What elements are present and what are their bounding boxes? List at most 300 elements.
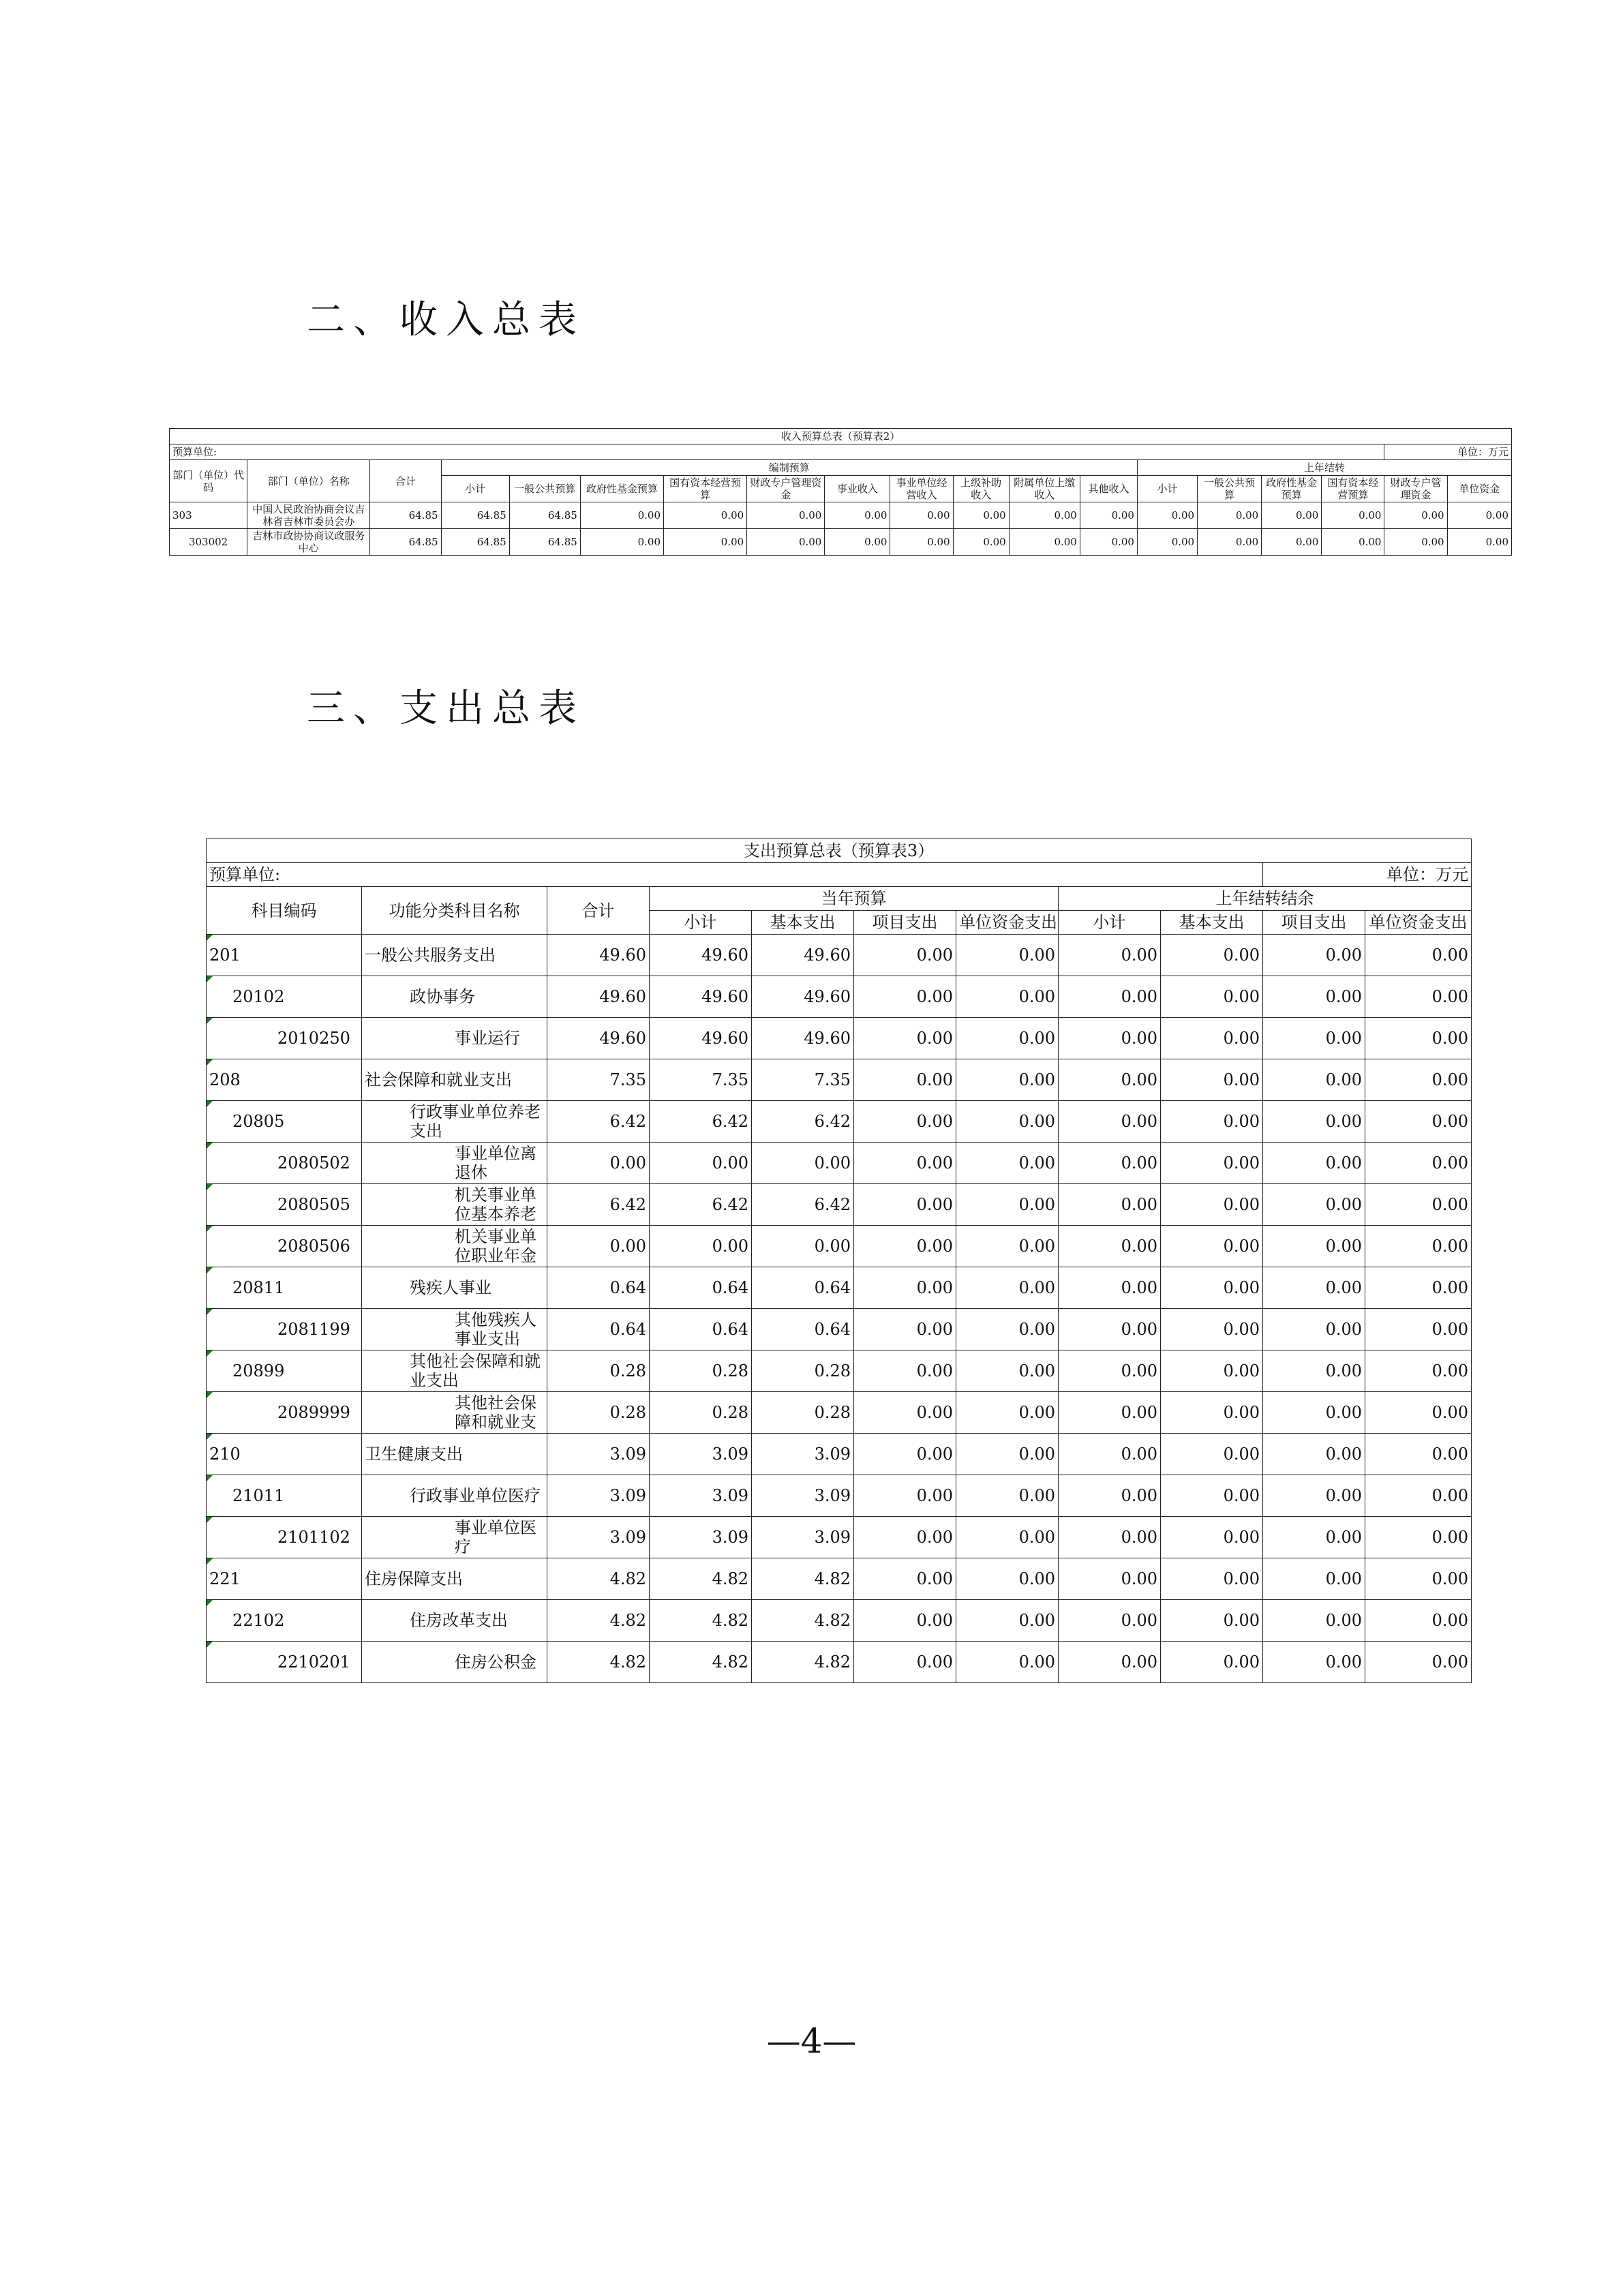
value-cell: 3.09 (650, 1475, 752, 1517)
subject-name-cell: 政协事务 (362, 976, 547, 1018)
table-row (207, 1018, 1472, 1059)
dept-name-cell: 吉林市政协协商议政服务中心 (247, 529, 370, 556)
table-row (207, 1350, 1472, 1392)
value-cell: 0.00 (1263, 1517, 1365, 1558)
value-cell: 7.35 (547, 1059, 650, 1101)
value-cell: 0.00 (956, 1434, 1059, 1475)
value-cell: 6.42 (650, 1101, 752, 1143)
value-cell: 49.60 (547, 976, 650, 1018)
value-cell: 3.09 (752, 1517, 854, 1558)
value-cell: 0.00 (854, 1642, 956, 1683)
expenditure-currency-unit: 单位：万元 (1263, 863, 1472, 887)
value-cell: 0.00 (854, 1101, 956, 1143)
table-row (207, 1059, 1472, 1101)
subject-code-cell: 2010250 (207, 1018, 362, 1059)
col-current-2: 政府性基金预算 (580, 476, 663, 502)
group-prior-balance: 上年结转结余 (1059, 887, 1472, 911)
col-prior-1: 一般公共预算 (1198, 476, 1262, 502)
value-cell: 0.00 (650, 1143, 752, 1184)
value-cell: 0.00 (956, 1642, 1059, 1683)
value-cell: 0.00 (1059, 1101, 1161, 1143)
dept-code-cell: 303002 (170, 529, 247, 556)
value-cell: 0.00 (1080, 529, 1137, 556)
value-cell: 0.00 (1161, 1350, 1263, 1392)
value-cell: 3.09 (752, 1475, 854, 1517)
value-cell: 0.00 (580, 529, 663, 556)
value-cell: 0.00 (1198, 502, 1262, 529)
table-row (207, 1143, 1472, 1184)
col-prior-3: 国有资本经营预算 (1322, 476, 1384, 502)
value-cell: 0.00 (953, 529, 1009, 556)
value-cell: 0.00 (1161, 1184, 1263, 1226)
subject-code-cell: 208 (207, 1059, 362, 1101)
col-current-0: 小计 (441, 476, 509, 502)
table-row (207, 1392, 1472, 1434)
subject-code-cell: 21011 (207, 1475, 362, 1517)
value-cell: 0.00 (854, 1184, 956, 1226)
income-currency-unit: 单位：万元 (1384, 444, 1512, 460)
value-cell: 0.00 (1161, 1018, 1263, 1059)
value-cell: 0.00 (1263, 1434, 1365, 1475)
value-cell: 0.00 (956, 1101, 1059, 1143)
value-cell: 0.00 (854, 1309, 956, 1350)
value-cell: 0.00 (1161, 1600, 1263, 1642)
col-total: 合计 (547, 887, 650, 935)
table-row (207, 1267, 1472, 1309)
value-cell: 0.00 (1161, 1642, 1263, 1683)
table-row (170, 529, 1512, 556)
subject-name-cell: 其他社会保障和就业支 (362, 1392, 547, 1434)
value-cell: 0.00 (1059, 1309, 1161, 1350)
subject-code-cell: 221 (207, 1558, 362, 1600)
subject-name-cell: 行政事业单位医疗 (362, 1475, 547, 1517)
value-cell: 0.64 (547, 1267, 650, 1309)
value-cell: 49.60 (547, 935, 650, 976)
total-cell: 64.85 (370, 502, 441, 529)
value-cell: 0.00 (956, 1475, 1059, 1517)
value-cell: 0.00 (1059, 1642, 1161, 1683)
value-cell: 0.00 (1161, 1434, 1263, 1475)
col-subject-name: 功能分类科目名称 (362, 887, 547, 935)
value-cell: 0.00 (1137, 502, 1197, 529)
value-cell: 64.85 (441, 529, 509, 556)
value-cell: 0.00 (1263, 1184, 1365, 1226)
value-cell: 0.00 (1262, 502, 1322, 529)
subject-name-cell: 机关事业单位职业年金 (362, 1226, 547, 1267)
group-prior-carryover: 上年结转 (1137, 460, 1511, 476)
value-cell: 0.00 (1365, 1642, 1472, 1683)
value-cell: 0.00 (1365, 1309, 1472, 1350)
value-cell: 0.00 (664, 529, 747, 556)
value-cell: 0.00 (1263, 1018, 1365, 1059)
col-current-8: 附属单位上缴收入 (1009, 476, 1080, 502)
col-current-3: 国有资本经营预算 (664, 476, 747, 502)
value-cell: 0.00 (1365, 976, 1472, 1018)
table-row (207, 1475, 1472, 1517)
value-cell: 0.00 (956, 1392, 1059, 1434)
value-cell: 0.00 (1059, 1392, 1161, 1434)
income-budget-table (169, 428, 1512, 556)
value-cell: 0.00 (1263, 1558, 1365, 1600)
value-cell: 0.00 (956, 1600, 1059, 1642)
col-current-3: 单位资金支出 (956, 911, 1059, 935)
value-cell: 0.00 (854, 1267, 956, 1309)
subject-code-cell: 20102 (207, 976, 362, 1018)
value-cell: 0.00 (956, 1143, 1059, 1184)
income-table-title: 收入预算总表（预算表2） (170, 429, 1512, 444)
value-cell: 6.42 (752, 1101, 854, 1143)
value-cell: 0.00 (956, 1059, 1059, 1101)
subject-name-cell: 机关事业单位基本养老 (362, 1184, 547, 1226)
col-prior-2: 项目支出 (1263, 911, 1365, 935)
value-cell: 0.00 (580, 502, 663, 529)
value-cell: 0.00 (752, 1143, 854, 1184)
value-cell: 0.64 (650, 1309, 752, 1350)
expenditure-section-heading: 三、支出总表 (307, 686, 585, 731)
col-prior-1: 基本支出 (1161, 911, 1263, 935)
value-cell: 0.00 (1161, 1475, 1263, 1517)
value-cell: 49.60 (650, 1018, 752, 1059)
value-cell: 0.00 (1365, 1101, 1472, 1143)
value-cell: 0.00 (1059, 1059, 1161, 1101)
col-current-9: 其他收入 (1080, 476, 1137, 502)
subject-name-cell: 行政事业单位养老支出 (362, 1101, 547, 1143)
value-cell: 0.00 (1365, 1059, 1472, 1101)
subject-code-cell: 2080506 (207, 1226, 362, 1267)
value-cell: 0.00 (1365, 1143, 1472, 1184)
value-cell: 0.00 (956, 1309, 1059, 1350)
value-cell: 49.60 (752, 976, 854, 1018)
table-row (207, 1434, 1472, 1475)
value-cell: 0.00 (854, 1392, 956, 1434)
value-cell: 0.00 (1161, 1059, 1263, 1101)
value-cell: 0.00 (1263, 1600, 1365, 1642)
subject-code-cell: 2080502 (207, 1143, 362, 1184)
value-cell: 3.09 (547, 1517, 650, 1558)
group-current-year: 当年预算 (650, 887, 1059, 911)
value-cell: 4.82 (547, 1642, 650, 1683)
col-total: 合计 (370, 460, 441, 502)
value-cell: 0.00 (825, 502, 890, 529)
subject-code-cell: 2089999 (207, 1392, 362, 1434)
value-cell: 0.00 (1263, 1101, 1365, 1143)
value-cell: 0.00 (1384, 529, 1447, 556)
value-cell: 0.00 (1059, 1600, 1161, 1642)
page-number: —4— (766, 2021, 857, 2061)
value-cell: 0.00 (1059, 976, 1161, 1018)
value-cell: 0.00 (1263, 1309, 1365, 1350)
value-cell: 0.00 (1161, 935, 1263, 976)
value-cell: 0.00 (825, 529, 890, 556)
value-cell: 0.00 (1059, 1558, 1161, 1600)
value-cell: 0.00 (956, 1350, 1059, 1392)
value-cell: 0.00 (1059, 1267, 1161, 1309)
value-cell: 0.00 (1059, 1143, 1161, 1184)
value-cell: 0.00 (1365, 1517, 1472, 1558)
value-cell: 6.42 (752, 1184, 854, 1226)
value-cell: 4.82 (752, 1600, 854, 1642)
value-cell: 0.00 (854, 1226, 956, 1267)
value-cell: 0.00 (854, 1018, 956, 1059)
value-cell: 0.00 (1161, 1101, 1263, 1143)
value-cell: 7.35 (650, 1059, 752, 1101)
subject-code-cell: 201 (207, 935, 362, 976)
value-cell: 49.60 (752, 1018, 854, 1059)
subject-code-cell: 22102 (207, 1600, 362, 1642)
value-cell: 0.00 (1161, 1267, 1263, 1309)
value-cell: 0.00 (1365, 1184, 1472, 1226)
subject-code-cell: 20899 (207, 1350, 362, 1392)
value-cell: 0.00 (650, 1226, 752, 1267)
table-row (170, 502, 1512, 529)
value-cell: 0.00 (854, 1059, 956, 1101)
value-cell: 0.28 (650, 1392, 752, 1434)
value-cell: 0.00 (1263, 1267, 1365, 1309)
table-row (207, 1101, 1472, 1143)
subject-code-cell: 210 (207, 1434, 362, 1475)
subject-code-cell: 2080505 (207, 1184, 362, 1226)
value-cell: 0.00 (1365, 1267, 1472, 1309)
dept-code-cell: 303 (170, 502, 247, 529)
value-cell: 0.00 (1059, 1475, 1161, 1517)
col-current-2: 项目支出 (854, 911, 956, 935)
value-cell: 0.28 (650, 1350, 752, 1392)
subject-code-cell: 2081199 (207, 1309, 362, 1350)
col-dept-code: 部门（单位）代码 (170, 460, 247, 502)
value-cell: 0.00 (956, 1558, 1059, 1600)
col-current-4: 财政专户管理资金 (747, 476, 825, 502)
table-row (207, 1226, 1472, 1267)
subject-name-cell: 住房公积金 (362, 1642, 547, 1683)
value-cell: 3.09 (547, 1434, 650, 1475)
total-cell: 64.85 (370, 529, 441, 556)
value-cell: 0.00 (854, 1350, 956, 1392)
value-cell: 0.00 (1263, 1226, 1365, 1267)
value-cell: 0.00 (1161, 1226, 1263, 1267)
value-cell: 0.00 (1080, 502, 1137, 529)
table-row (207, 1600, 1472, 1642)
income-section-heading: 二、收入总表 (307, 298, 585, 342)
value-cell: 0.00 (1009, 529, 1080, 556)
value-cell: 7.35 (752, 1059, 854, 1101)
value-cell: 0.00 (956, 1018, 1059, 1059)
value-cell: 4.82 (547, 1600, 650, 1642)
value-cell: 0.00 (1365, 1558, 1472, 1600)
subject-name-cell: 一般公共服务支出 (362, 935, 547, 976)
value-cell: 0.00 (1161, 1392, 1263, 1434)
value-cell: 64.85 (509, 502, 580, 529)
value-cell: 0.00 (664, 502, 747, 529)
value-cell: 0.00 (1161, 976, 1263, 1018)
value-cell: 4.82 (752, 1642, 854, 1683)
value-cell: 49.60 (650, 935, 752, 976)
col-prior-2: 政府性基金预算 (1262, 476, 1322, 502)
value-cell: 4.82 (650, 1600, 752, 1642)
value-cell: 0.28 (752, 1392, 854, 1434)
subject-name-cell: 住房保障支出 (362, 1558, 547, 1600)
value-cell: 0.00 (1263, 1475, 1365, 1517)
value-cell: 0.00 (1365, 935, 1472, 976)
col-prior-5: 单位资金 (1447, 476, 1511, 502)
value-cell: 0.00 (890, 502, 953, 529)
value-cell: 0.00 (547, 1226, 650, 1267)
expenditure-table-title: 支出预算总表（预算表3） (207, 839, 1472, 863)
value-cell: 0.00 (1059, 1184, 1161, 1226)
value-cell: 0.28 (547, 1350, 650, 1392)
value-cell: 0.00 (854, 1143, 956, 1184)
value-cell: 0.00 (1263, 1350, 1365, 1392)
value-cell: 0.28 (547, 1392, 650, 1434)
table-row (207, 1517, 1472, 1558)
value-cell: 0.00 (1059, 935, 1161, 976)
value-cell: 0.00 (890, 529, 953, 556)
dept-name-cell: 中国人民政治协商会议吉林省吉林市委员会办 (247, 502, 370, 529)
col-prior-4: 财政专户管理资金 (1384, 476, 1447, 502)
value-cell: 49.60 (752, 935, 854, 976)
col-prior-3: 单位资金支出 (1365, 911, 1472, 935)
value-cell: 3.09 (752, 1434, 854, 1475)
value-cell: 0.64 (650, 1267, 752, 1309)
subject-name-cell: 事业单位离退休 (362, 1143, 547, 1184)
value-cell: 4.82 (650, 1558, 752, 1600)
value-cell: 0.64 (752, 1267, 854, 1309)
value-cell: 0.00 (1161, 1558, 1263, 1600)
col-subject-code: 科目编码 (207, 887, 362, 935)
subject-name-cell: 住房改革支出 (362, 1600, 547, 1642)
value-cell: 0.00 (1365, 1392, 1472, 1434)
value-cell: 0.00 (956, 976, 1059, 1018)
subject-name-cell: 其他残疾人事业支出 (362, 1309, 547, 1350)
col-current-6: 事业单位经营收入 (890, 476, 953, 502)
value-cell: 4.82 (650, 1642, 752, 1683)
table-row (207, 1184, 1472, 1226)
value-cell: 0.00 (956, 1226, 1059, 1267)
value-cell: 0.00 (1322, 529, 1384, 556)
value-cell: 3.09 (650, 1434, 752, 1475)
value-cell: 0.00 (854, 1558, 956, 1600)
value-cell: 0.00 (1365, 1600, 1472, 1642)
value-cell: 0.00 (1161, 1143, 1263, 1184)
col-dept-name: 部门（单位）名称 (247, 460, 370, 502)
value-cell: 0.00 (752, 1226, 854, 1267)
subject-name-cell: 卫生健康支出 (362, 1434, 547, 1475)
subject-name-cell: 残疾人事业 (362, 1267, 547, 1309)
value-cell: 0.00 (1263, 1642, 1365, 1683)
value-cell: 0.00 (1263, 935, 1365, 976)
subject-code-cell: 20805 (207, 1101, 362, 1143)
value-cell: 0.00 (956, 1267, 1059, 1309)
value-cell: 0.00 (956, 935, 1059, 976)
value-cell: 49.60 (650, 976, 752, 1018)
subject-code-cell: 2210201 (207, 1642, 362, 1683)
table-row (207, 976, 1472, 1018)
value-cell: 0.00 (1365, 1434, 1472, 1475)
col-current-7: 上级补助收入 (953, 476, 1009, 502)
value-cell: 0.00 (1263, 1392, 1365, 1434)
value-cell: 0.00 (1365, 1226, 1472, 1267)
value-cell: 3.09 (650, 1517, 752, 1558)
value-cell: 0.00 (1059, 1226, 1161, 1267)
col-current-1: 基本支出 (752, 911, 854, 935)
col-current-0: 小计 (650, 911, 752, 935)
income-budget-unit-label: 预算单位: (170, 444, 1384, 460)
group-current-budget: 编制预算 (441, 460, 1137, 476)
subject-code-cell: 2101102 (207, 1517, 362, 1558)
value-cell: 0.00 (1365, 1350, 1472, 1392)
value-cell: 0.00 (854, 1517, 956, 1558)
value-cell: 0.00 (747, 502, 825, 529)
subject-name-cell: 事业单位医疗 (362, 1517, 547, 1558)
value-cell: 0.00 (1365, 1018, 1472, 1059)
value-cell: 0.00 (953, 502, 1009, 529)
value-cell: 0.00 (1059, 1434, 1161, 1475)
value-cell: 64.85 (441, 502, 509, 529)
value-cell: 0.00 (1059, 1350, 1161, 1392)
value-cell: 0.00 (1262, 529, 1322, 556)
value-cell: 0.00 (547, 1143, 650, 1184)
col-prior-0: 小计 (1137, 476, 1197, 502)
value-cell: 0.28 (752, 1350, 854, 1392)
value-cell: 0.00 (1059, 1517, 1161, 1558)
value-cell: 64.85 (509, 529, 580, 556)
value-cell: 0.00 (747, 529, 825, 556)
value-cell: 4.82 (752, 1558, 854, 1600)
subject-name-cell: 其他社会保障和就业支出 (362, 1350, 547, 1392)
col-current-1: 一般公共预算 (509, 476, 580, 502)
value-cell: 0.00 (854, 1600, 956, 1642)
value-cell: 3.09 (547, 1475, 650, 1517)
table-row (207, 1642, 1472, 1683)
value-cell: 0.00 (1447, 529, 1511, 556)
value-cell: 0.00 (1322, 502, 1384, 529)
table-row (207, 1309, 1472, 1350)
value-cell: 0.64 (752, 1309, 854, 1350)
value-cell: 0.00 (1365, 1475, 1472, 1517)
value-cell: 49.60 (547, 1018, 650, 1059)
value-cell: 0.00 (1384, 502, 1447, 529)
subject-name-cell: 社会保障和就业支出 (362, 1059, 547, 1101)
expenditure-budget-table (206, 839, 1472, 1683)
value-cell: 0.00 (1161, 1309, 1263, 1350)
value-cell: 0.00 (1059, 1018, 1161, 1059)
value-cell: 0.00 (1447, 502, 1511, 529)
value-cell: 0.00 (956, 1184, 1059, 1226)
expenditure-budget-unit-label: 预算单位: (207, 863, 1263, 887)
value-cell: 0.00 (1009, 502, 1080, 529)
value-cell: 0.00 (1198, 529, 1262, 556)
value-cell: 6.42 (650, 1184, 752, 1226)
table-row (207, 935, 1472, 976)
value-cell: 6.42 (547, 1184, 650, 1226)
value-cell: 0.00 (854, 1434, 956, 1475)
value-cell: 0.00 (1263, 1143, 1365, 1184)
col-current-5: 事业收入 (825, 476, 890, 502)
subject-name-cell: 事业运行 (362, 1018, 547, 1059)
value-cell: 0.00 (1161, 1517, 1263, 1558)
value-cell: 0.00 (854, 935, 956, 976)
value-cell: 0.00 (1137, 529, 1197, 556)
col-prior-0: 小计 (1059, 911, 1161, 935)
value-cell: 4.82 (547, 1558, 650, 1600)
value-cell: 0.00 (1263, 976, 1365, 1018)
table-row (207, 1558, 1472, 1600)
value-cell: 6.42 (547, 1101, 650, 1143)
value-cell: 0.00 (1263, 1059, 1365, 1101)
value-cell: 0.00 (854, 1475, 956, 1517)
subject-code-cell: 20811 (207, 1267, 362, 1309)
value-cell: 0.64 (547, 1309, 650, 1350)
value-cell: 0.00 (854, 976, 956, 1018)
